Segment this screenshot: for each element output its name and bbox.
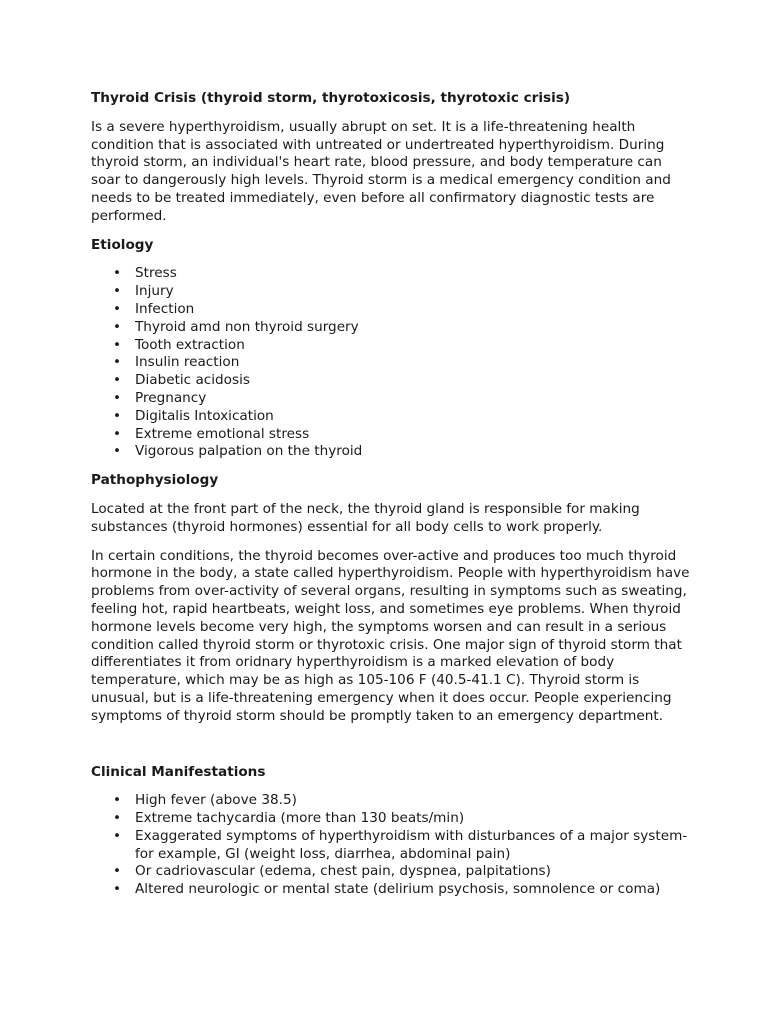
list-item	[91, 792, 691, 810]
list-item-text: Altered neurologic or mental state (delirium psychosis, somnolence or coma)	[135, 881, 661, 898]
bullet-icon: •	[113, 443, 122, 460]
list-item	[91, 354, 691, 372]
list-item-text: Stress	[135, 265, 177, 282]
list-item	[91, 828, 691, 864]
bullet-icon: •	[113, 318, 122, 335]
list-item	[91, 408, 691, 426]
list-item	[91, 881, 691, 899]
list-item	[91, 301, 691, 319]
list-item	[91, 337, 691, 355]
pathophysiology-paragraph-2: In certain conditions, the thyroid becomes over-active and produces too much thyroid hormone in the body, a state called hyperthyroidism. People with hyperthyroidism have problems from over-activity of several organs, resulting in symptoms such as sweating, feeling hot, rapid heartbeats, weight loss, and sometimes eye problems. When thyroid hormone levels become very high, the symptoms worsen and can result in a serious condition called thyroid storm or thyrotoxic crisis. One major sign of thyroid storm that differentiates it from oridnary hyperthyroidism is a marked elevation of body temperature, which may be as high as 105-106 F (40.5-41.1 C). Thyroid storm is unusual, but is a life-threatening emergency when it does occur. People experiencing symptoms of thyroid storm should be promptly taken to an emergency department.	[91, 547, 690, 724]
list-item-text: Vigorous palpation on the thyroid	[135, 443, 363, 460]
pathophysiology-heading: Pathophysiology	[91, 472, 219, 489]
list-item	[91, 863, 691, 881]
etiology-list	[91, 265, 691, 461]
list-item	[91, 443, 691, 461]
bullet-icon: •	[113, 407, 122, 424]
bullet-icon: •	[113, 792, 122, 809]
list-item	[91, 390, 691, 408]
list-item-text: Diabetic acidosis	[135, 372, 250, 389]
list-item	[91, 372, 691, 390]
list-item-text: Or cadriovascular (edema, chest pain, dyspnea, palpitations)	[135, 863, 551, 880]
etiology-heading: Etiology	[91, 236, 154, 253]
list-item-text: Digitalis Intoxication	[135, 407, 274, 424]
list-item-text: Exaggerated symptoms of hyperthyroidism with disturbances of a major system- for example, GI (weight loss, diarrhea, abdominal pain)	[135, 827, 688, 862]
bullet-icon: •	[113, 300, 122, 317]
document-page	[91, 90, 691, 899]
list-item-text: Tooth extraction	[135, 336, 245, 353]
bullet-icon: •	[113, 283, 122, 300]
list-item-text: Extreme tachycardia (more than 130 beats/min)	[135, 810, 465, 827]
clinical-manifestations-list	[91, 792, 691, 899]
bullet-icon: •	[113, 354, 122, 371]
list-item-text: Insulin reaction	[135, 354, 240, 371]
intro-paragraph: Is a severe hyperthyroidism, usually abrupt on set. It is a life-threatening health condition that is associated with untreated or undertreated hyperthyroidism. During thyroid storm, an individual's heart rate, blood pressure, and body temperature can soar to dangerously high levels. Thyroid storm is a medical emergency condition and needs to be treated immediately, even before all confirmatory diagnostic tests are performed.	[91, 118, 671, 224]
bullet-icon: •	[113, 389, 122, 406]
list-item-text: Injury	[135, 283, 174, 300]
list-item	[91, 265, 691, 283]
list-item	[91, 426, 691, 444]
bullet-icon: •	[113, 336, 122, 353]
bullet-icon: •	[113, 881, 122, 898]
list-item	[91, 810, 691, 828]
bullet-icon: •	[113, 863, 122, 880]
document-title: Thyroid Crisis (thyroid storm, thyrotoxicosis, thyrotoxic crisis)	[91, 90, 571, 106]
bullet-icon: •	[113, 827, 122, 844]
list-item-text: Extreme emotional stress	[135, 425, 310, 442]
bullet-icon: •	[113, 810, 122, 827]
bullet-icon: •	[113, 425, 122, 442]
bullet-icon: •	[113, 372, 122, 389]
list-item-text: High fever (above 38.5)	[135, 792, 297, 809]
list-item	[91, 283, 691, 301]
list-item-text: Thyroid amd non thyroid surgery	[135, 318, 359, 335]
pathophysiology-paragraph-1: Located at the front part of the neck, the thyroid gland is responsible for making substances (thyroid hormones) essential for all body cells to work properly.	[91, 500, 640, 535]
list-item-text: Pregnancy	[135, 389, 207, 406]
list-item-text: Infection	[135, 300, 195, 317]
bullet-icon: •	[113, 265, 122, 282]
list-item	[91, 319, 691, 337]
clinical-manifestations-heading: Clinical Manifestations	[91, 763, 266, 780]
